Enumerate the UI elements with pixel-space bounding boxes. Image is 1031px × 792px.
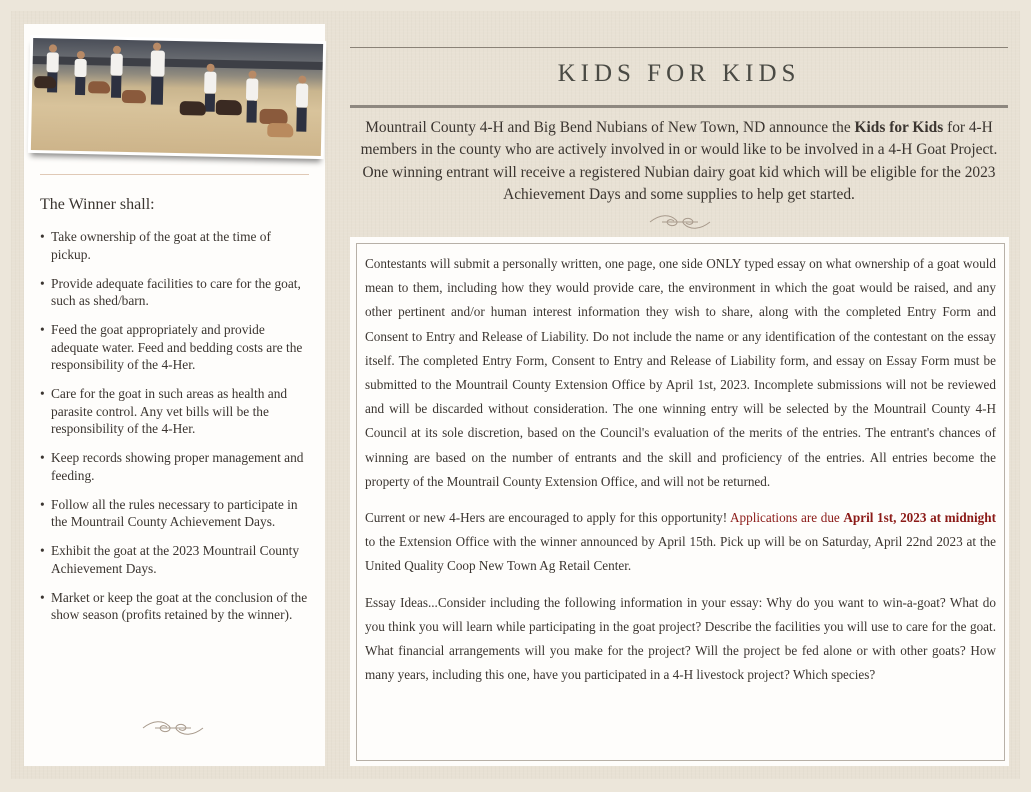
rules-panel (350, 237, 1009, 766)
winner-requirements-list (40, 228, 312, 635)
deadline-date: April 1st, 2023 at midnight (843, 510, 996, 526)
essay-ideas-paragraph: Essay Ideas...Consider including the following information in your essay: Why do you want to win-a-goat? What do you think you will learn while participating in the goat project? Describe the facilities you will use to care for the goat. What financial arrangements will you make for the project? Will the project be fed alone or with other goats? How many years, including this one, have you participated in a 4-H livestock project? Which species? (365, 594, 996, 683)
list-item: • Exhibit the goat at the 2023 Mountrail County Achievement Days. (40, 543, 300, 576)
list-item: • Feed the goat appropriately and provide adequate water. Feed and bedding costs are the responsibility of the 4-Her. (40, 322, 303, 372)
goat-show-photo (28, 35, 326, 159)
list-item: • Follow all the rules necessary to participate in the Mountrail County Achievement Days. (40, 496, 298, 529)
flourish-ornament-icon (648, 212, 712, 232)
program-name: Kids for Kids (854, 119, 944, 136)
list-item: • Care for the goat in such areas as health and parasite control. Any vet bills will be the responsibility of the 4-Her. (40, 386, 288, 436)
intro-paragraph: Mountrail County 4-H and Big Bend Nubians of New Town, ND announce the Kids for Kids for 4-H members in the county who are actively involved in or would like to be involved in a 4-H Goat Project. One winning entrant will receive a registered Nubian dairy goat kid which will be eligible for the 2023 Achievement Days and some supplies to help get started. (360, 119, 998, 204)
sidebar-divider (40, 174, 309, 175)
flourish-ornament-icon (141, 718, 205, 738)
page-title: KIDS FOR KIDS (557, 60, 801, 87)
submission-rules-paragraph: Contestants will submit a personally written, one page, one side ONLY typed essay on what ownership of a goat would mean to them, including how they would provide care, the environment in which the goat would be raised, and any other pertinent and/or human interest information they wish to share, along with the completed Entry Form and Consent to Entry and Release of Liability. Do not include the name or any identification of the contestant on the essay itself. The completed Entry Form, Consent to Entry and Release of Liability form, and essay on Essay Form must be submitted to the Mountrail County Extension Office by April 1st, 2023. Incomplete submissions will not be reviewed and will be discarded without consideration. The one winning entry will be selected by the Mountrail County 4-H Council at its sole discretion, based on the Council's evaluation of the merits of the entries. The entrant's chances of winning are based on the number of entrants and the skill and proficiency of the entries. All entries become the property of the Mountrail County Extension Office, and will not be returned. (365, 256, 996, 489)
sidebar (24, 24, 325, 766)
header-top-rule (350, 47, 1008, 48)
list-item: • Market or keep the goat at the conclusion of the show season (profits retained by the winner). (40, 589, 308, 622)
list-item: • Take ownership of the goat at the time of pickup. (40, 229, 271, 262)
winner-heading: The Winner shall: (40, 196, 155, 213)
list-item: • Keep records showing proper management and feeding. (40, 450, 304, 483)
list-item: • Provide adequate facilities to care for the goat, such as shed/barn. (40, 275, 301, 308)
deadline-paragraph: Current or new 4-Hers are encouraged to apply for this opportunity! Applications are due April 1st, 2023 at midnight to the Extension Office with the winner announced by April 15th. Pick up will be on Saturday, April 22nd 2023 at the United Quality Coop New Town Ag Retail Center. (365, 510, 996, 574)
title-underline (350, 105, 1008, 108)
